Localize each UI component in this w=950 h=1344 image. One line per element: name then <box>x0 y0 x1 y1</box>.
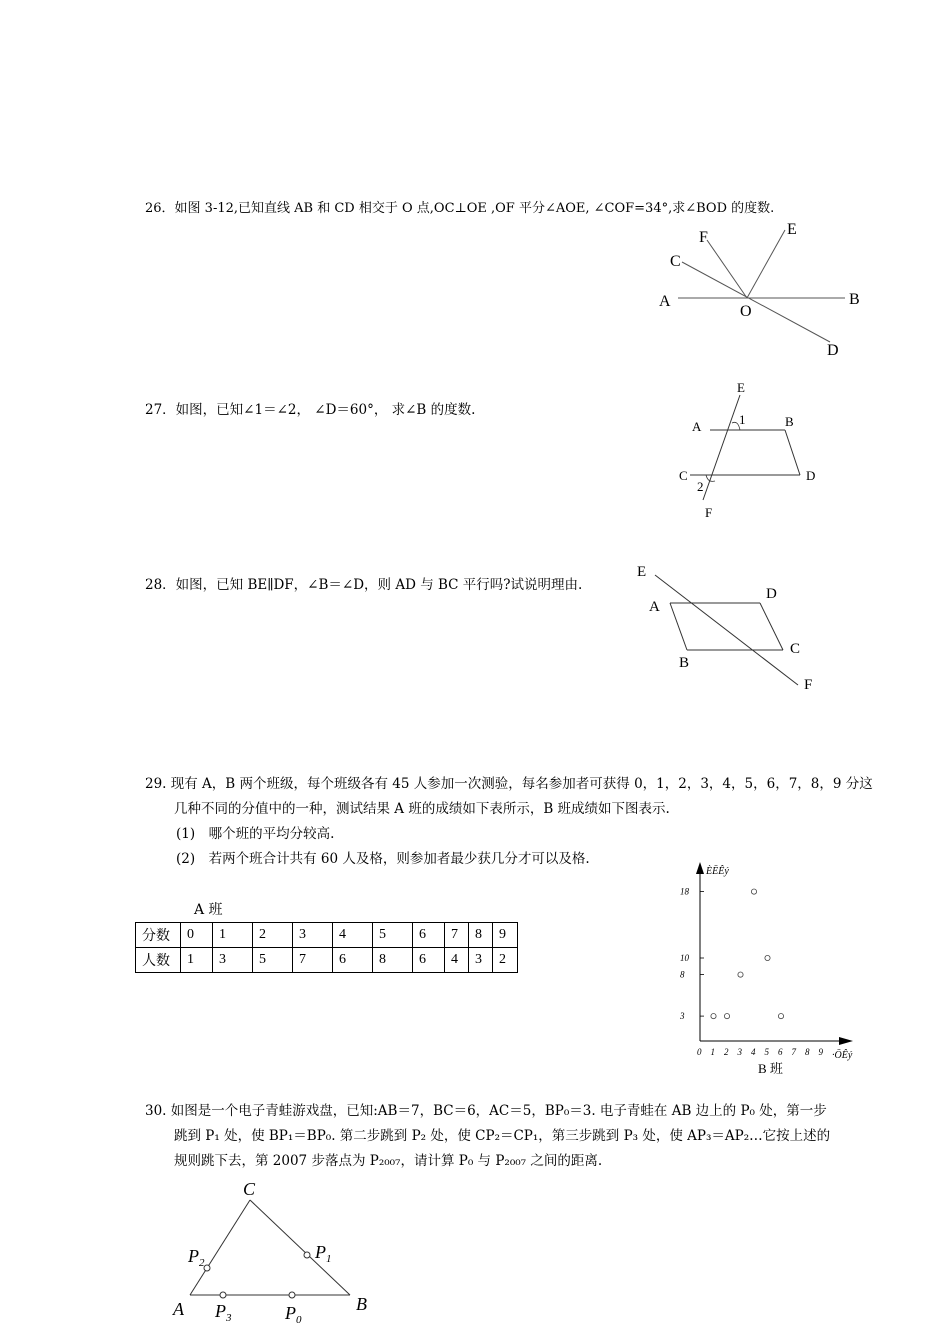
fig26-label-C: C <box>670 253 681 270</box>
fig27-label-F: F <box>705 505 713 520</box>
fig26-label-E: E <box>787 221 797 238</box>
fig26-label-B: B <box>849 291 860 308</box>
chart-title: B 班 <box>758 1061 783 1076</box>
chart-x-tick-label: 6 <box>778 1047 783 1057</box>
chart-x-tick-label: 5 <box>764 1047 769 1057</box>
table-cell: 6 <box>413 923 445 948</box>
chart-x-arrow <box>839 1037 853 1045</box>
fig26-label-O: O <box>740 303 752 320</box>
chart-x-tick-label: 9 <box>818 1047 823 1057</box>
chart-y-arrow <box>696 862 704 874</box>
figure-28 <box>630 560 830 700</box>
question-29-line2: 几种不同的分值中的一种，测试结果 A 班的成绩如下表所示，B 班成绩如下图表示. <box>174 801 670 817</box>
chart-x-tick-label: 3 <box>737 1047 742 1057</box>
table-cell: 8 <box>373 948 413 973</box>
table-cell: 9 <box>493 923 518 948</box>
chart-xlabel: ·ÖÊý <box>832 1050 853 1061</box>
chart-point <box>765 955 770 960</box>
fig28-label-E: E <box>637 564 647 580</box>
fig27-label-1: 1 <box>739 412 746 427</box>
question-29-sub2: (2) 若两个班合计共有 60 人及格，则参加者最少获几分才可以及格. <box>176 851 590 867</box>
fig30-label-P1: $P_1$ <box>315 1242 332 1265</box>
fig27-label-D: D <box>806 468 816 483</box>
score-table-a <box>135 922 518 973</box>
chart-x-tick-label: 8 <box>805 1047 810 1057</box>
chart-b-class <box>670 858 870 1083</box>
chart-x-tick-label: 1 <box>710 1047 715 1057</box>
fig27-label-B: B <box>785 414 794 429</box>
chart-x-tick-label: 7 <box>791 1047 796 1057</box>
fig28-label-A: A <box>649 599 660 615</box>
question-29-line1: 29. 现有 A，B 两个班级，每个班级各有 45 人参加一次测验，每名参加者可获得 0，1，2，3，4，5，6，7，8，9 分这 <box>145 776 873 792</box>
fig26-label-F: F <box>699 229 708 246</box>
chart-y-tick-label: 8 <box>680 969 685 980</box>
question-30-line1: 30. 如图是一个电子青蛙游戏盘，已知:AB＝7，BC＝6，AC＝5，BP₀＝3. 电子青蛙在 AB 边上的 P₀ 处，第一步 <box>145 1103 827 1119</box>
fig28-label-C: C <box>790 641 801 657</box>
table-cell: 4 <box>333 923 373 948</box>
table-cell: 6 <box>413 948 445 973</box>
table-cell: 8 <box>469 923 493 948</box>
fig30-label-C: C <box>243 1179 256 1199</box>
chart-point <box>778 1014 783 1019</box>
table-cell: 1 <box>181 948 213 973</box>
point-p2 <box>204 1265 210 1271</box>
table-cell: 4 <box>445 948 469 973</box>
chart-x-tick-label: 0 <box>697 1047 702 1057</box>
chart-point <box>751 889 756 894</box>
question-30-line2: 跳到 P₁ 处，使 BP₁＝BP₀. 第二步跳到 P₂ 处，使 CP₂＝CP₁，第三步跳到 P₃ 处，使 AP₃＝AP₂…它按上述的 <box>174 1128 831 1144</box>
figure-30-triangle <box>160 1170 400 1340</box>
point-p0 <box>289 1292 295 1298</box>
table-row <box>136 923 518 948</box>
table-title: A 班 <box>194 902 223 918</box>
table-cell: 分数 <box>136 923 181 948</box>
table-cell: 7 <box>293 948 333 973</box>
question-27-text: 27．如图，已知∠1＝∠2， ∠D＝60°， 求∠B 的度数. <box>145 402 476 418</box>
chart-point <box>724 1014 729 1019</box>
table-cell: 7 <box>445 923 469 948</box>
figure-26 <box>650 215 870 365</box>
chart-y-tick-label: 10 <box>680 953 689 963</box>
question-28-text: 28．如图，已知 BE∥DF，∠B＝∠D，则 AD 与 BC 平行吗?试说明理由. <box>145 577 583 593</box>
table-cell: 5 <box>253 948 293 973</box>
fig27-label-E: E <box>737 380 745 395</box>
figure-27 <box>670 375 830 525</box>
fig27-label-2: 2 <box>697 479 704 494</box>
point-p1 <box>304 1252 310 1258</box>
fig28-label-D: D <box>766 586 777 602</box>
chart-y-tick-label: 18 <box>680 886 689 897</box>
chart-point <box>711 1014 716 1019</box>
table-cell: 2 <box>253 923 293 948</box>
chart-x-tick-label: 2 <box>724 1047 729 1057</box>
table-row <box>136 948 518 973</box>
fig26-label-D: D <box>827 342 839 359</box>
chart-point <box>738 972 743 977</box>
question-30-line3: 规则跳下去，第 2007 步落点为 P₂₀₀₇，请计算 P₀ 与 P₂₀₀₇ 之间的距离. <box>174 1153 603 1169</box>
fig27-label-A: A <box>692 419 702 434</box>
table-cell: 1 <box>213 923 253 948</box>
table-cell: 3 <box>469 948 493 973</box>
table-cell: 人数 <box>136 948 181 973</box>
table-cell: 3 <box>213 948 253 973</box>
table-cell: 5 <box>373 923 413 948</box>
point-p3 <box>220 1292 226 1298</box>
fig26-label-A: A <box>659 293 671 310</box>
fig28-label-F: F <box>804 677 813 693</box>
question-29-sub1: (1) 哪个班的平均分较高. <box>176 826 335 842</box>
chart-ylabel: ÈËÊý <box>706 866 729 877</box>
chart-y-tick-label: 3 <box>680 1011 685 1022</box>
fig28-label-B: B <box>679 655 690 671</box>
fig30-label-P0: $P_0$ <box>285 1303 302 1326</box>
fig30-label-P2: $P_2$ <box>188 1246 205 1269</box>
question-26-text: 26．如图 3-12,已知直线 AB 和 CD 相交于 O 点,OC⊥OE ,OF 平分∠AOE, ∠COF=34°,求∠BOD 的度数. <box>145 201 775 216</box>
table-cell: 2 <box>493 948 518 973</box>
chart-x-tick-label: 4 <box>751 1047 756 1057</box>
fig30-label-P3: $P_3$ <box>215 1301 232 1324</box>
table-cell: 6 <box>333 948 373 973</box>
table-cell: 3 <box>293 923 333 948</box>
fig27-label-C: C <box>679 468 688 483</box>
fig30-label-B: B <box>356 1294 367 1314</box>
table-cell: 0 <box>181 923 213 948</box>
fig30-label-A: A <box>173 1299 184 1319</box>
